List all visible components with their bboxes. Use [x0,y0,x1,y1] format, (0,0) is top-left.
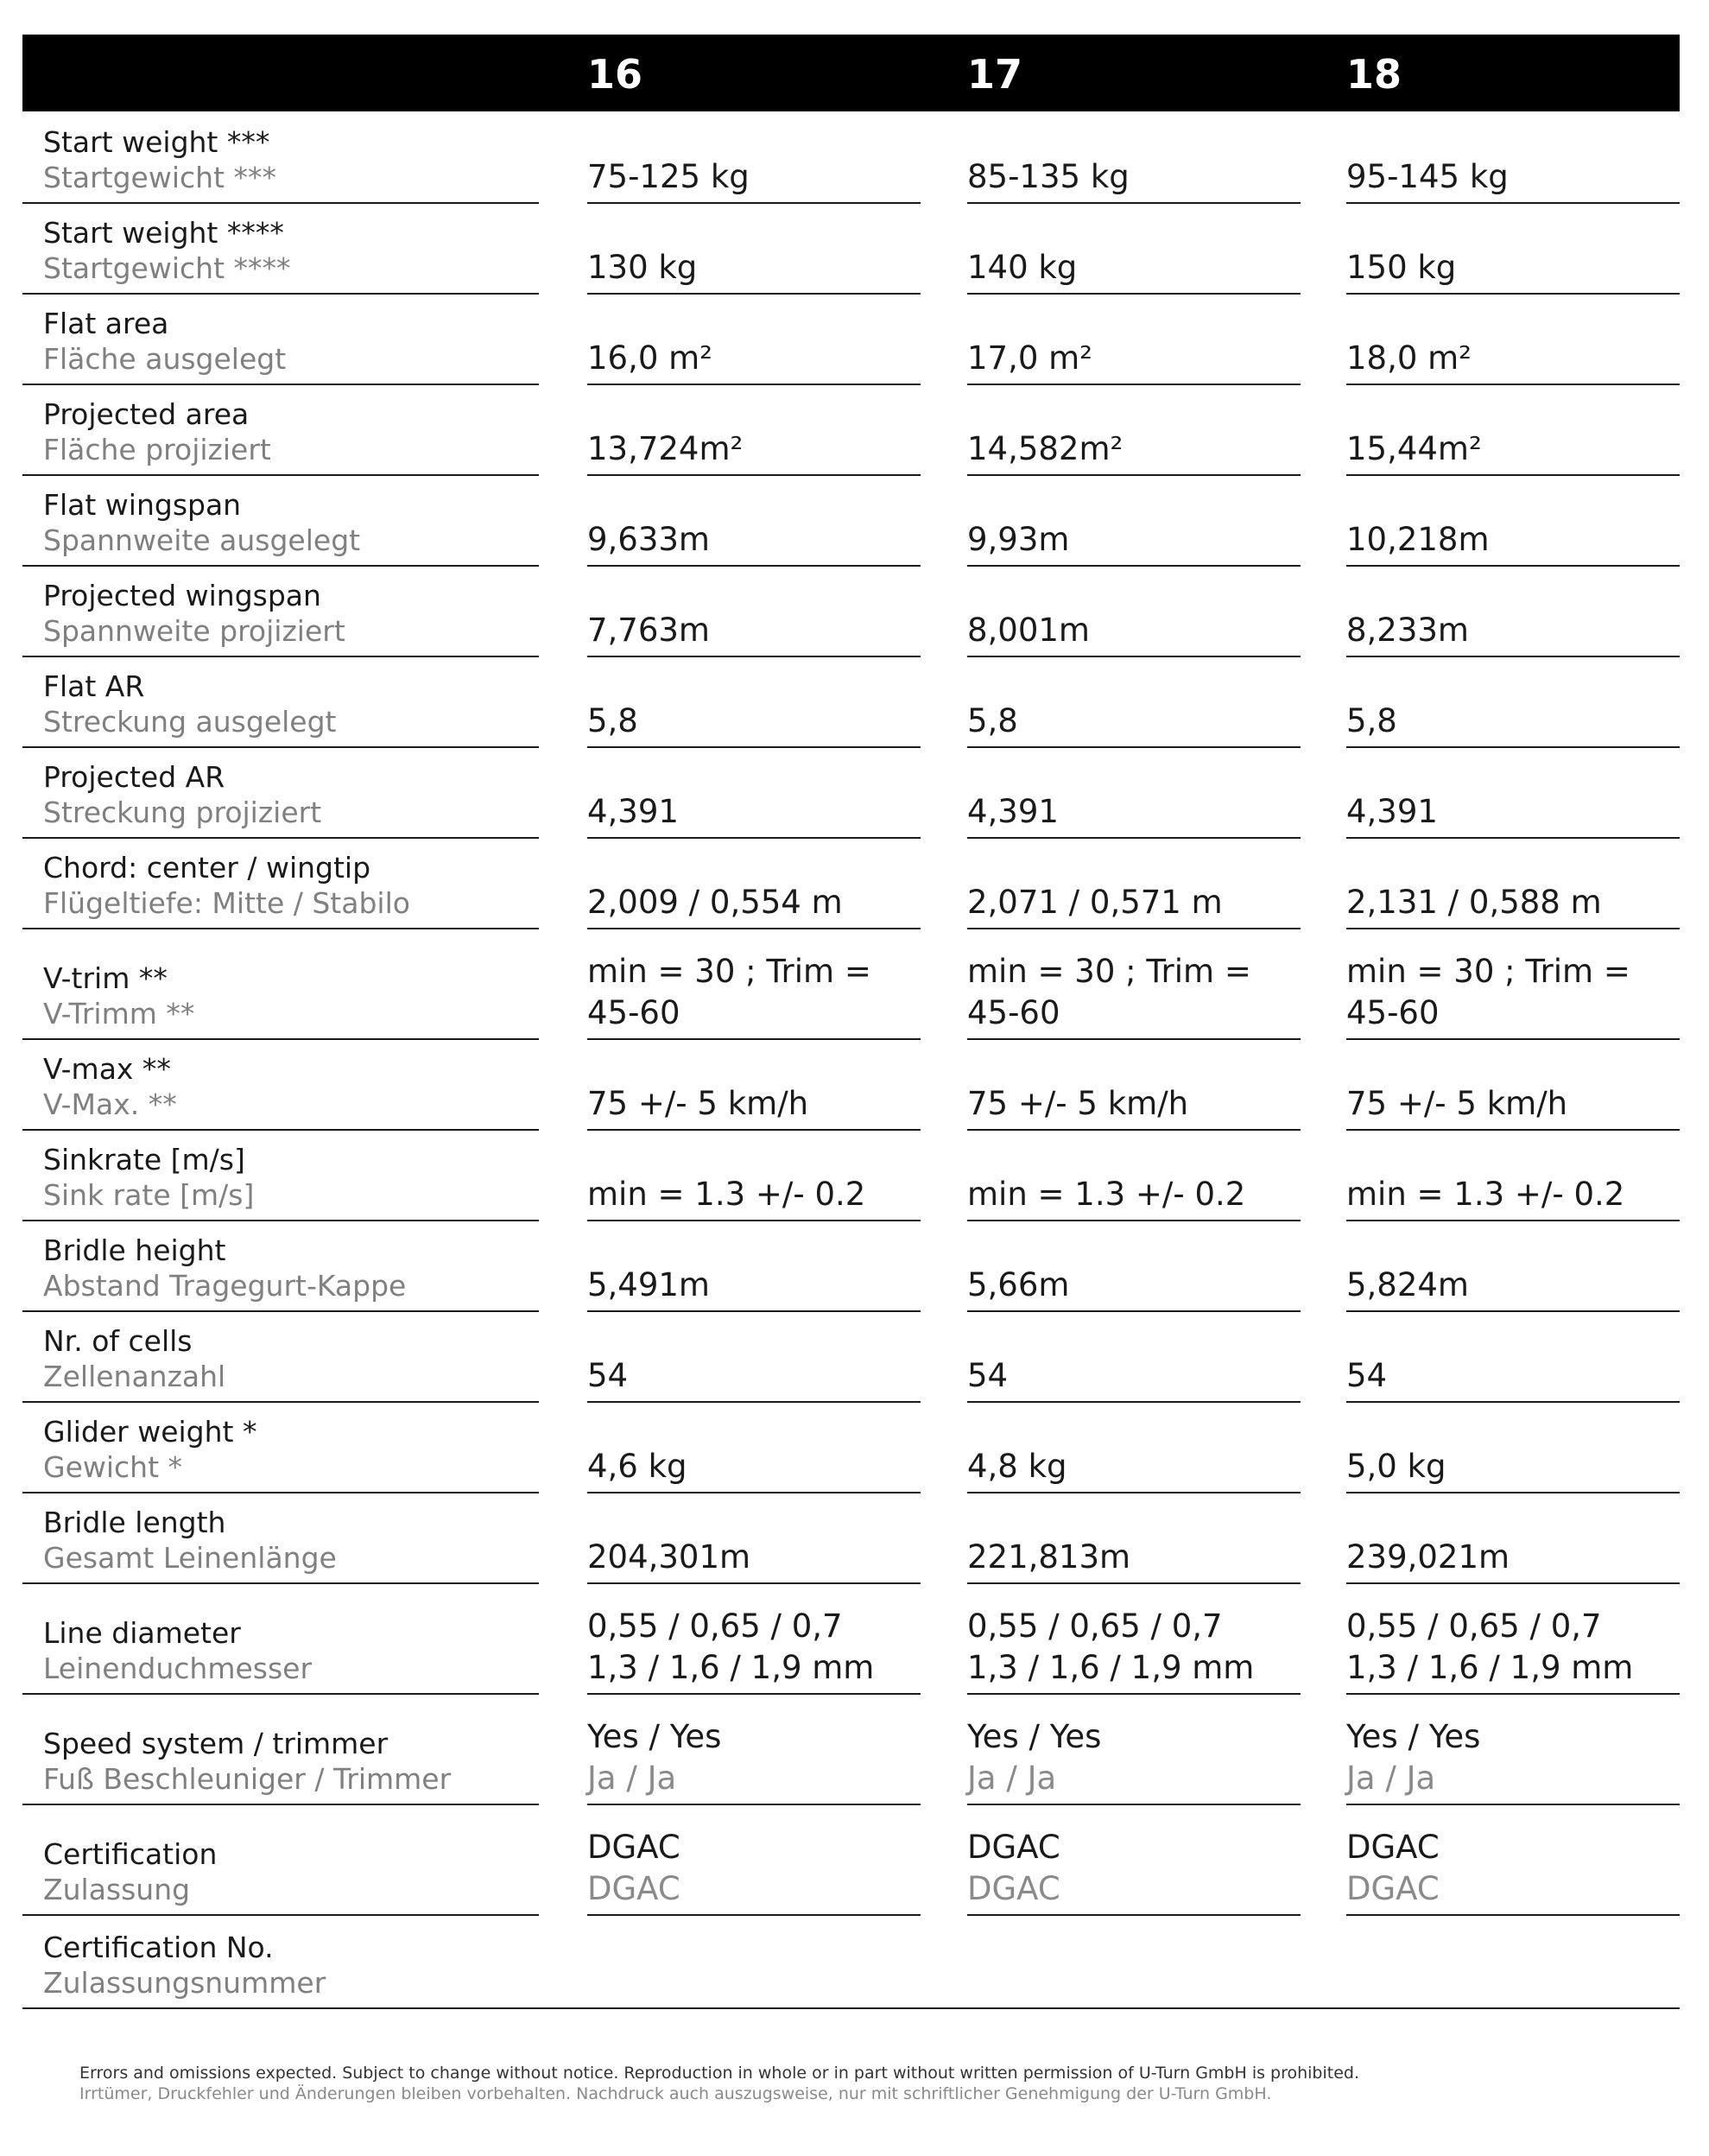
cell-value: 4,391 [1346,793,1438,830]
cell-value: min = 1.3 +/- 0.2 [1346,1176,1625,1213]
cell-value: 4,391 [967,793,1059,830]
footer-disclaimer-en: Errors and omissions expected. Subject to change without notice. Reproduction in whole or in part without written permission of U-Turn GmbH is prohibited. [79,2064,1360,2083]
value-cell-17 [967,567,1301,657]
row-label [22,657,539,748]
value-cell-17 [967,929,1301,1040]
value-cell-17 [967,385,1301,476]
cell-value: 8,001m [967,612,1090,649]
value-cell-18 [1346,1584,1680,1695]
cell-value-line-2: 45-60 [967,994,1060,1031]
row-label-en: Start weight **** [43,216,284,250]
cell-value-line-2: Ja / Ja [587,1760,677,1797]
column-header-18: 18 [1346,51,1402,98]
row-label [22,112,539,204]
row-label [22,1584,539,1695]
table-row [0,1312,1709,1403]
cell-value-line-2: DGAC [1346,1870,1440,1907]
row-label [22,1403,539,1493]
footer-disclaimer-de: Irrtümer, Druckfehler und Änderungen bleiben vorbehalten. Nachdruck auch auszugsweise, nur mit schriftlicher Genehmigung der U-Turn GmbH. [79,2084,1272,2103]
cell-value: 7,763m [587,612,710,649]
row-label-de: Fuß Beschleuniger / Trimmer [43,1762,452,1796]
value-cell-18 [1346,748,1680,839]
row-label [22,295,539,385]
table-row [0,1493,1709,1584]
table-header-bar [22,35,1680,111]
value-cell-18 [1346,1403,1680,1493]
table-row [0,748,1709,839]
value-cell-17 [967,1695,1301,1805]
value-cell-16 [587,476,921,567]
row-label-en: Bridle height [43,1233,226,1267]
row-label-en: Projected AR [43,760,225,794]
cell-value: 5,66m [967,1266,1070,1303]
table-row [0,385,1709,476]
row-label [22,839,539,929]
cell-value-line-2: 45-60 [587,994,680,1031]
row-label-de: Streckung ausgelegt [43,705,337,739]
row-label-en: Nr. of cells [43,1324,193,1358]
cell-value-line-1: Yes / Yes [967,1718,1102,1755]
cell-value: 4,391 [587,793,679,830]
value-cell-18 [1346,1131,1680,1221]
row-label [22,1221,539,1312]
value-cell-16 [587,567,921,657]
value-cell-17 [967,1221,1301,1312]
cell-value: 8,233m [1346,612,1469,649]
row-label-en: Start weight *** [43,125,270,159]
value-cell-17 [967,1805,1301,1916]
row-label-de: Zulassungsnummer [43,1966,326,2000]
value-cell-18 [1346,476,1680,567]
table-row [0,1805,1709,1916]
value-cell-16 [587,204,921,295]
table-row [0,1695,1709,1805]
value-cell-17 [967,1312,1301,1403]
row-label-en: Speed system / trimmer [43,1727,389,1760]
value-cell-16 [587,1695,921,1805]
cell-value-line-2: DGAC [587,1870,680,1907]
row-label [22,929,539,1040]
value-cell-17 [967,204,1301,295]
cell-value: 9,93m [967,521,1070,558]
table-row [0,1131,1709,1221]
cell-value: 2,071 / 0,571 m [967,884,1223,921]
table-bottom-rule [22,2007,1680,2009]
row-label [22,1040,539,1131]
value-cell-17 [967,1040,1301,1131]
table-row [0,657,1709,748]
cell-value-line-1: Yes / Yes [587,1718,722,1755]
value-cell-17 [967,748,1301,839]
row-label-de: Spannweite projiziert [43,614,345,648]
cell-value: 130 kg [587,249,698,286]
value-cell-16 [587,839,921,929]
cell-value: 2,009 / 0,554 m [587,884,843,921]
row-label [22,1312,539,1403]
cell-value: 9,633m [587,521,710,558]
cell-value: 85-135 kg [967,158,1130,195]
value-cell-18 [1346,112,1680,204]
cell-value: 75-125 kg [587,158,750,195]
row-label-de: Fläche projiziert [43,433,271,466]
row-label-de: V-Max. ** [43,1088,177,1121]
row-label-de: Flügeltiefe: Mitte / Stabilo [43,886,410,920]
cell-value-line-2: DGAC [967,1870,1060,1907]
row-label-de: Zellenanzahl [43,1360,226,1393]
cell-value-line-2: Ja / Ja [1346,1760,1436,1797]
cell-value-line-1: DGAC [967,1829,1060,1866]
row-label [22,1916,539,2007]
value-cell-18 [1346,567,1680,657]
value-cell-17 [967,476,1301,567]
cell-value: 204,301m [587,1538,751,1576]
value-cell-17 [967,839,1301,929]
cell-value: 221,813m [967,1538,1131,1576]
cell-value: 95-145 kg [1346,158,1509,195]
row-label-en: Projected wingspan [43,579,321,612]
table-row [0,839,1709,929]
cell-value: 5,0 kg [1346,1448,1446,1485]
row-label-en: Certification [43,1837,218,1871]
row-label-en: Chord: center / wingtip [43,851,371,885]
cell-value: 54 [1346,1357,1388,1394]
cell-value-line-1: min = 30 ; Trim = [587,953,871,990]
cell-value: 10,218m [1346,521,1490,558]
cell-value-line-2: 1,3 / 1,6 / 1,9 mm [587,1649,875,1686]
row-label [22,1695,539,1805]
value-cell-16 [587,385,921,476]
value-cell-17 [967,1131,1301,1221]
value-cell-18 [1346,385,1680,476]
table-row [0,112,1709,204]
cell-value: 5,824m [1346,1266,1469,1303]
value-cell-16 [587,929,921,1040]
cell-value: 13,724m² [587,430,744,467]
row-label [22,1805,539,1916]
table-row [0,295,1709,385]
table-row [0,567,1709,657]
value-cell-16 [587,1312,921,1403]
cell-value-line-1: DGAC [587,1829,680,1866]
row-label-de: Fläche ausgelegt [43,342,287,376]
cell-value-line-2: 1,3 / 1,6 / 1,9 mm [967,1649,1255,1686]
value-cell-18 [1346,1040,1680,1131]
cell-value: 17,0 m² [967,339,1093,377]
value-cell-16 [587,1040,921,1131]
column-header-17: 17 [967,51,1023,98]
row-label [22,476,539,567]
cell-value: 239,021m [1346,1538,1510,1576]
table-row [0,1221,1709,1312]
value-cell-16 [587,748,921,839]
row-label-en: V-trim ** [43,961,168,995]
cell-value: 4,8 kg [967,1448,1067,1485]
cell-value: 14,582m² [967,430,1124,467]
cell-value: 150 kg [1346,249,1457,286]
cell-value: 5,8 [587,702,638,739]
row-label-de: Gesamt Leinenlänge [43,1541,337,1575]
value-cell-17 [967,1403,1301,1493]
value-cell-18 [1346,839,1680,929]
cell-value: 75 +/- 5 km/h [587,1085,809,1122]
value-cell-18 [1346,204,1680,295]
cell-value-line-2: Ja / Ja [967,1760,1057,1797]
cell-value: 16,0 m² [587,339,713,377]
value-cell-17 [967,295,1301,385]
value-cell-17 [967,657,1301,748]
table-row [0,1584,1709,1695]
cell-value-line-1: min = 30 ; Trim = [1346,953,1630,990]
value-cell-18 [1346,1312,1680,1403]
row-label-en: Line diameter [43,1616,241,1650]
value-cell-16 [587,1805,921,1916]
row-label-de: Streckung projiziert [43,796,322,829]
cell-value-line-1: 0,55 / 0,65 / 0,7 [587,1607,843,1645]
cell-value: 18,0 m² [1346,339,1472,377]
value-cell-18 [1346,1695,1680,1805]
row-label-de: Zulassung [43,1873,191,1906]
value-cell-16 [587,1584,921,1695]
row-label-de: Startgewicht **** [43,251,291,285]
row-label-de: Startgewicht *** [43,161,277,194]
row-label-en: Flat area [43,307,169,340]
cell-value-line-2: 1,3 / 1,6 / 1,9 mm [1346,1649,1634,1686]
table-row [0,1916,1709,2007]
row-label-de: Abstand Tragegurt-Kappe [43,1269,407,1303]
value-cell-18 [1346,1221,1680,1312]
cell-value-line-1: 0,55 / 0,65 / 0,7 [967,1607,1223,1645]
value-cell-16 [587,1131,921,1221]
cell-value: 54 [587,1357,629,1394]
cell-value: 75 +/- 5 km/h [967,1085,1189,1122]
value-cell-18 [1346,1805,1680,1916]
row-label-en: V-max ** [43,1052,171,1086]
cell-value: 5,8 [1346,702,1397,739]
value-cell-16 [587,1221,921,1312]
cell-value: 140 kg [967,249,1078,286]
row-label [22,204,539,295]
cell-value: 75 +/- 5 km/h [1346,1085,1568,1122]
table-row [0,476,1709,567]
cell-value: 54 [967,1357,1009,1394]
value-cell-17 [967,1584,1301,1695]
row-label-en: Sinkrate [m/s] [43,1143,245,1176]
value-cell-17 [967,112,1301,204]
row-label [22,748,539,839]
value-cell-16 [587,295,921,385]
value-cell-17 [967,1493,1301,1584]
cell-value-line-1: min = 30 ; Trim = [967,953,1251,990]
column-header-16: 16 [587,51,643,98]
row-label-de: Leinenduchmesser [43,1652,313,1685]
row-label [22,1131,539,1221]
row-label-de: Sink rate [m/s] [43,1178,255,1212]
value-cell-16 [587,1493,921,1584]
row-label-de: V-Trimm ** [43,997,195,1030]
row-label-en: Flat AR [43,669,145,703]
row-label-de: Spannweite ausgelegt [43,523,361,557]
cell-value-line-1: DGAC [1346,1829,1440,1866]
cell-value: 4,6 kg [587,1448,687,1485]
table-row [0,1040,1709,1131]
cell-value: min = 1.3 +/- 0.2 [587,1176,866,1213]
cell-value-line-2: 45-60 [1346,994,1440,1031]
row-label [22,567,539,657]
value-cell-18 [1346,295,1680,385]
row-label [22,385,539,476]
cell-value: min = 1.3 +/- 0.2 [967,1176,1246,1213]
row-label-en: Glider weight * [43,1415,257,1449]
value-cell-18 [1346,657,1680,748]
table-row [0,1403,1709,1493]
row-label-en: Flat wingspan [43,488,242,522]
value-cell-16 [587,1403,921,1493]
row-label-en: Bridle length [43,1506,226,1539]
value-cell-16 [587,112,921,204]
table-row [0,204,1709,295]
cell-value-line-1: Yes / Yes [1346,1718,1481,1755]
cell-value-line-1: 0,55 / 0,65 / 0,7 [1346,1607,1602,1645]
cell-value: 5,8 [967,702,1018,739]
cell-value: 5,491m [587,1266,710,1303]
cell-value: 2,131 / 0,588 m [1346,884,1602,921]
row-label [22,1493,539,1584]
table-row [0,929,1709,1040]
row-label-de: Gewicht * [43,1450,183,1484]
value-cell-18 [1346,929,1680,1040]
value-cell-16 [587,657,921,748]
value-cell-18 [1346,1493,1680,1584]
cell-value: 15,44m² [1346,430,1482,467]
row-label-en: Certification No. [43,1931,274,1964]
row-label-en: Projected area [43,397,250,431]
